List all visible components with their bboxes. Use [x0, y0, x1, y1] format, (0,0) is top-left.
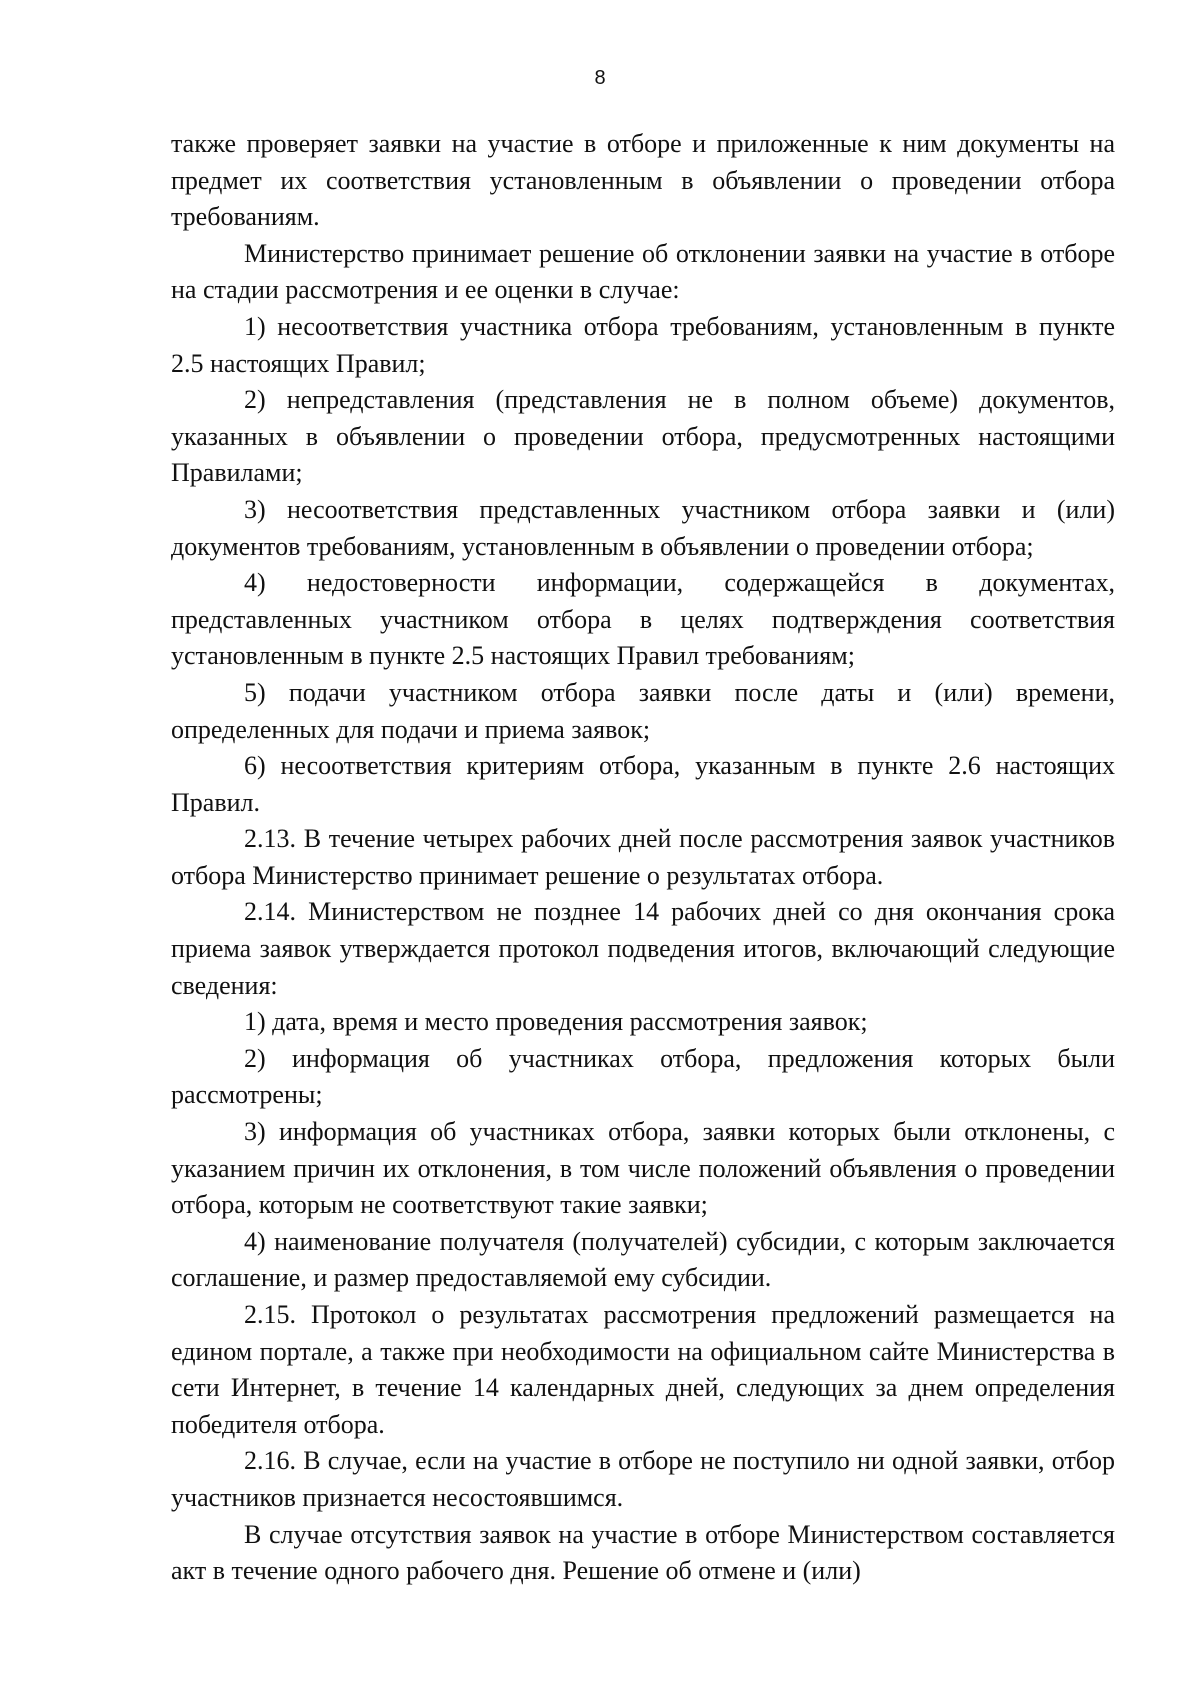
paragraph-6: 5) подачи участником отбора заявки после даты и (или) времени, определенных для подачи и приема заявок;: [171, 677, 1115, 744]
paragraph-10: 1) дата, время и место проведения рассмотрения заявок;: [244, 1007, 868, 1037]
document-body: [171, 126, 1115, 1590]
paragraph-0: также проверяет заявки на участие в отборе и приложенные к ним документы на предмет их соответствия установленным в объявлении о проведении отбора требованиям.: [171, 129, 1115, 232]
paragraph-15: 2.16. В случае, если на участие в отборе не поступило ни одной заявки, отбор участников признается несостоявшимся.: [171, 1446, 1115, 1512]
paragraph-12: 3) информация об участниках отбора, заявки которых были отклонены, с указанием причин их отклонения, в том числе положений объявления о проведении отбора, которым не соответствуют такие заявки;: [171, 1117, 1115, 1220]
paragraph-4: 3) несоответствия представленных участником отбора заявки и (или) документов требованиям, установленным в объявлении о проведении отбора;: [171, 494, 1115, 561]
paragraph-5: 4) недостоверности информации, содержащейся в документах, представленных участником отбора в целях подтверждения соответствия установленным в пункте 2.5 настоящих Правил требованиям;: [171, 568, 1115, 671]
paragraph-2: 1) несоответствия участника отбора требованиям, установленным в пункте 2.5 настоящих Правил;: [171, 311, 1115, 378]
paragraph-3: 2) непредставления (представления не в полном объеме) документов, указанных в объявлении о проведении отбора, предусмотренных настоящими Правилами;: [171, 385, 1115, 488]
paragraph-7: 6) несоответствия критериям отбора, указанным в пункте 2.6 настоящих Правил.: [171, 751, 1115, 817]
page-number: 8: [594, 67, 606, 89]
paragraph-16: В случае отсутствия заявок на участие в отборе Министерством составляется акт в течение одного рабочего дня. Решение об отмене и (или): [171, 1519, 1115, 1586]
paragraph-14: 2.15. Протокол о результатах рассмотрения предложений размещается на едином портале, а также при необходимости на официальном сайте Министерства в сети Интернет, в течение 14 календарных дней, следующих за днем определения победителя отбора.: [171, 1300, 1115, 1439]
paragraph-9: 2.14. Министерством не позднее 14 рабочих дней со дня окончания срока приема заявок утверждается протокол подведения итогов, включающий следующие сведения:: [171, 897, 1115, 1000]
paragraph-11: 2) информация об участниках отбора, предложения которых были рассмотрены;: [171, 1043, 1115, 1110]
paragraph-13: 4) наименование получателя (получателей) субсидии, с которым заключается соглашение, и размер предоставляемой ему субсидии.: [171, 1226, 1115, 1293]
paragraph-8: 2.13. В течение четырех рабочих дней после рассмотрения заявок участников отбора Министерство принимает решение о результатах отбора.: [171, 824, 1115, 890]
paragraph-1: Министерство принимает решение об отклонении заявки на участие в отборе на стадии рассмотрения и ее оценки в случае:: [171, 238, 1115, 305]
